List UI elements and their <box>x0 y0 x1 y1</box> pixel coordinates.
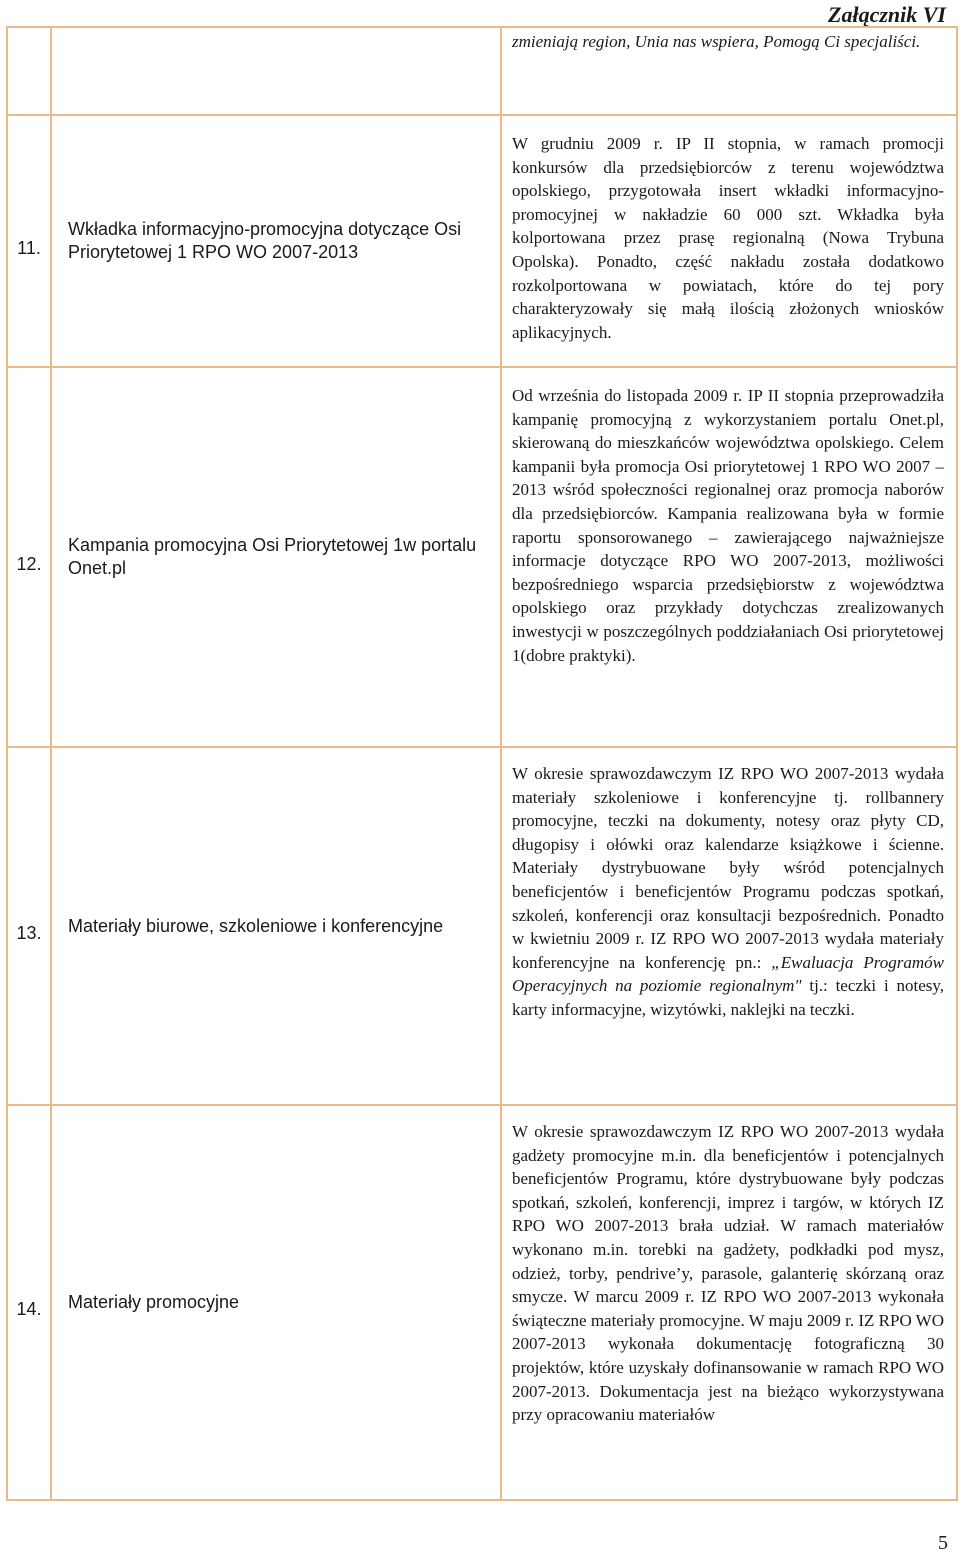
table-row <box>7 367 957 747</box>
row-number-cell <box>7 27 51 115</box>
row-description-cell <box>501 747 957 1105</box>
row-title: Materiały promocyjne <box>51 1105 501 1500</box>
conference-title: „Ewaluacja Programów Operacyjnych na poziomie regionalnym" <box>512 952 944 996</box>
page-header-title: Załącznik VI <box>828 2 946 27</box>
row-title-cell <box>51 27 501 115</box>
row-number: 11. <box>7 115 51 367</box>
row-title: Wkładka informacyjno-promocyjna dotyczące Osi Priorytetowej 1 RPO WO 2007-2013 <box>51 115 501 367</box>
table-row <box>7 115 957 367</box>
row-number: 14. <box>7 1105 51 1500</box>
page-number: 5 <box>938 1532 948 1554</box>
row-description: W okresie sprawozdawczym IZ RPO WO 2007-2013 wydała materiały szkoleniowe i konferencyjne tj. rollbannery promocyjne, teczki na dokumenty, notesy oraz płyty CD, długopisy i ołówki oraz kalendarze książkowe i ścienne. Materiały dystrybuowane były wśród potencjalnych beneficjentów i beneficjentów Programu podczas spotkań, szkoleń, konferencji oraz konsultacji bezpośrednich. Ponadto w kwietniu 2009 r. IZ RPO WO 2007-2013 wydała materiały konferencyjne na konferencję pn.: <box>512 764 944 972</box>
row-description: zmieniają region, Unia nas wspiera, Pomogą Ci specjaliści. <box>512 32 921 51</box>
promotion-table <box>6 26 958 1501</box>
row-description-cell <box>501 27 957 115</box>
row-title: Materiały biurowe, szkoleniowe i konferencyjne <box>51 747 501 1105</box>
table-row <box>7 1105 957 1500</box>
row-description: Od września do listopada 2009 r. IP II stopnia przeprowadziła kampanię promocyjną z wykorzystaniem portalu Onet.pl, skierowaną do mieszkańców województwa opolskiego. Celem kampanii była promocja Osi priorytetowej 1 RPO WO 2007 – 2013 wśród społeczności regionalnej oraz promocja naborów dla przedsiębiorców. Kampania realizowana była w formie raportu sponsorowanego – zawierającego najważniejsze informacje dotyczące RPO WO 2007-2013, możliwości bezpośredniego wsparcia przedsiębiorstw z województwa opolskiego oraz przykłady dotychczas zrealizowanych inwestycji w poszczególnych poddziałaniach Osi priorytetowej 1(dobre praktyki). <box>501 367 957 747</box>
row-description-tail: tj.: teczki i notesy, karty informacyjne, wizytówki, naklejki na teczki. <box>512 976 944 1019</box>
row-number: 12. <box>7 367 51 747</box>
row-description: W okresie sprawozdawczym IZ RPO WO 2007-2013 wydała gadżety promocyjne m.in. dla beneficjentów i potencjalnych beneficjentów Programu, które dystrybuowane były podczas spotkań, szkoleń, konferencji, imprez i targów, w których IZ RPO WO 2007-2013 brała udział. W ramach materiałów wykonano m.in. torebki na gadżety, podkładki pod mysz, odzież, torby, pendrive’y, parasole, galanterię skórzaną oraz smycze. W marcu 2009 r. IZ RPO WO 2007-2013 wykonała świąteczne materiały promocyjne. W maju 2009 r. IZ RPO WO 2007-2013 wykonała dokumentację fotograficzną 30 projektów, które uzyskały dofinansowanie w ramach RPO WO 2007-2013. Dokumentacja jest na bieżąco wykorzystywana przy opracowaniu materiałów <box>501 1105 957 1500</box>
table-row <box>7 747 957 1105</box>
row-description: W grudniu 2009 r. IP II stopnia, w ramach promocji konkursów dla przedsiębiorców z terenu województwa opolskiego, przygotowała insert wkładki informacyjno-promocyjnej w nakładzie 60 000 szt. Wkładka była kolportowana przez prasę regionalną (Nowa Trybuna Opolska). Ponadto, część nakładu została dodatkowo rozkolportowana w powiatach, które do tej pory charakteryzowały się małą ilością złożonych wniosków aplikacyjnych. <box>501 115 957 367</box>
row-number: 13. <box>7 747 51 1105</box>
table-row-continuation <box>7 27 957 115</box>
row-title: Kampania promocyjna Osi Priorytetowej 1w portalu Onet.pl <box>51 367 501 747</box>
